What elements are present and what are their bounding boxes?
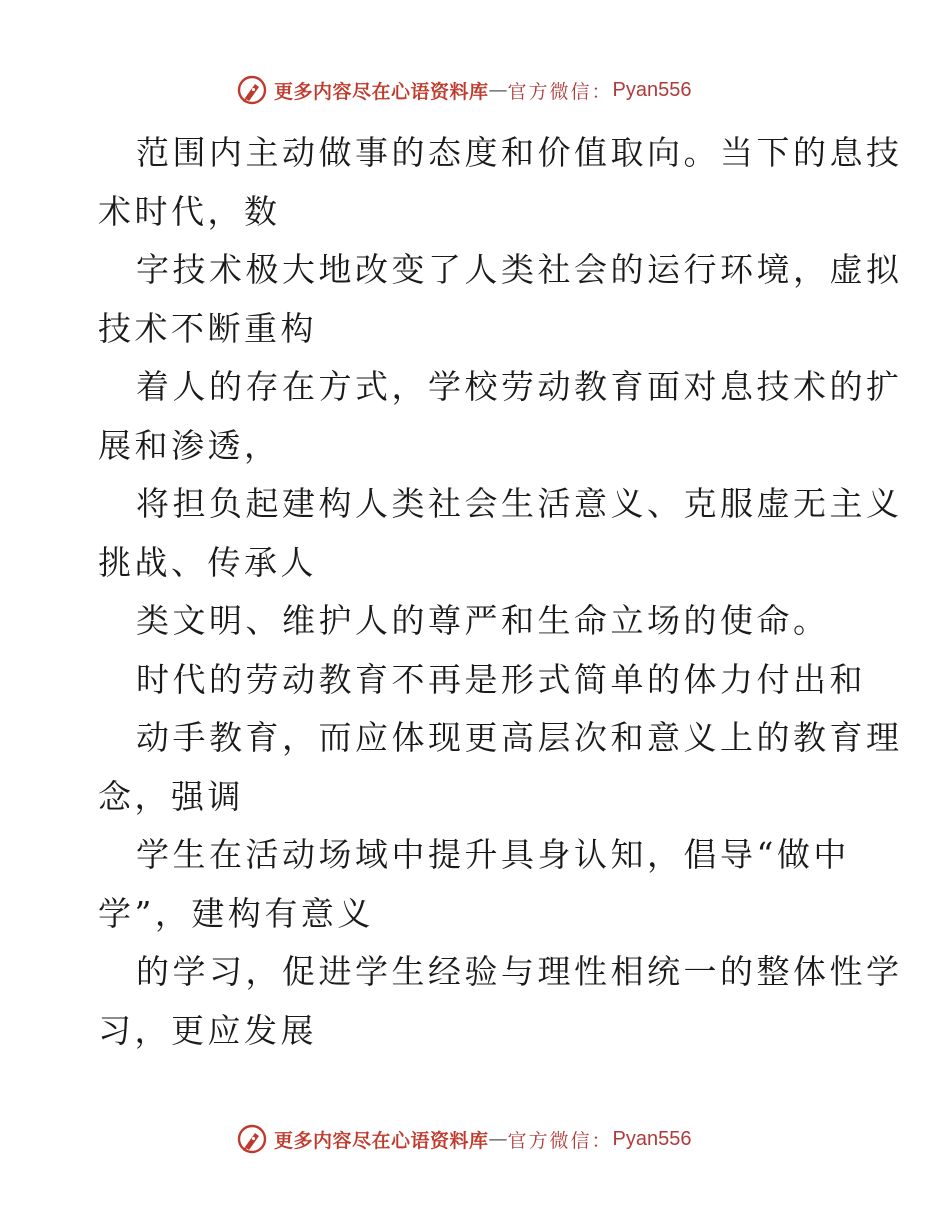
text-line: 习，更应发展 (98, 1010, 317, 1050)
banner-dash: — (488, 79, 508, 101)
text-line: 字技术极大地改变了人类社会的运行环境，虚拟 (136, 250, 903, 289)
footer-banner (236, 1122, 692, 1156)
document-body (98, 124, 903, 1060)
text-line: 动手教育，而应体现更高层次和意义上的教育理 (136, 718, 903, 757)
text-line: 念，强调 (98, 776, 244, 816)
text-line: 时代的劳动教育不再是形式简单的体力付出和 (136, 659, 866, 699)
banner-wechat-id: Pyan556 (612, 1127, 692, 1150)
text-line: 的学习，促进学生经验与理性相统一的整体性学 (136, 952, 903, 991)
text-line: 类文明、维护人的尊严和生命立场的使命。 (136, 601, 830, 640)
text-line: 学生在活动场域中提升具身认知，倡导“做中 (136, 835, 850, 874)
text-line: 技术不断重构 (98, 308, 317, 348)
text-line: 展和渗透， (98, 425, 281, 465)
text-line: 将担负起建构人类社会生活意义、克服虚无主义 (136, 484, 903, 523)
banner-wechat-label: 官方微信： (507, 1129, 613, 1152)
pen-nib-logo-icon (236, 74, 268, 106)
banner-main-text: 更多内容尽在心语资料库 (274, 80, 489, 103)
pen-nib-logo-icon (236, 1123, 268, 1155)
text-line: 术时代，数 (98, 191, 281, 231)
text-line: 着人的存在方式，学校劳动教育面对息技术的扩 (136, 367, 903, 406)
text-line: 学”，建构有意义 (98, 893, 374, 933)
banner-wechat-label: 官方微信： (507, 80, 613, 103)
banner-dash: — (488, 1128, 508, 1150)
banner-main-text: 更多内容尽在心语资料库 (274, 1129, 489, 1152)
header-banner (236, 73, 692, 107)
text-line: 挑战、传承人 (98, 542, 317, 582)
banner-wechat-id: Pyan556 (612, 78, 692, 101)
text-line: 范围内主动做事的态度和价值取向。当下的息技 (136, 133, 903, 172)
